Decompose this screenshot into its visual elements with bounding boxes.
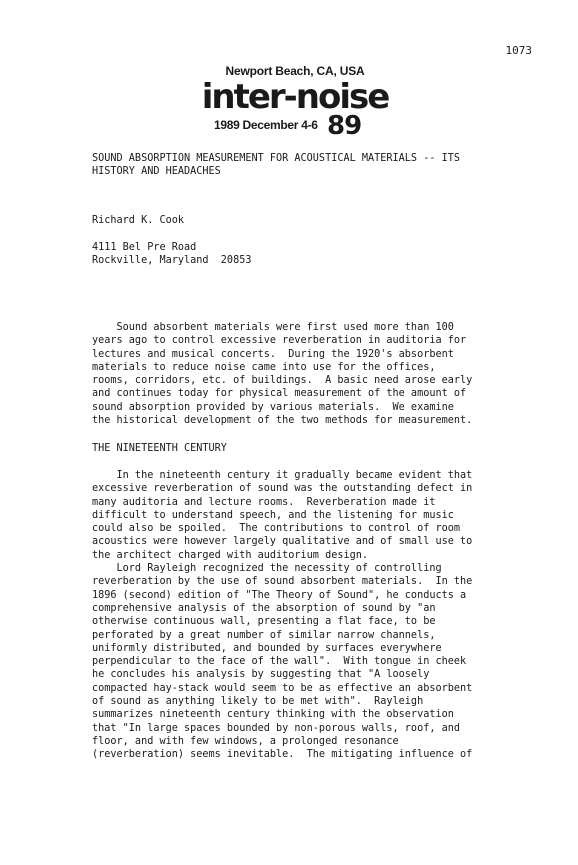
address-line: Rockville, Maryland 20853 [92,255,252,267]
body-line: 1896 (second) edition of "The Theory of Sound", he conducts a [92,589,467,601]
page-number: 1073 [505,44,532,57]
abstract-line: rooms, corridors, etc. of buildings. A basic need arose early [92,375,473,387]
body-line: otherwise continuous wall, presenting a flat face, to be [92,616,436,628]
body-line: Lord Rayleigh recognized the necessity of controlling [92,563,442,575]
address-line: 4111 Bel Pre Road [92,242,197,253]
body-line: In the nineteenth century it gradually became evident that [92,470,473,481]
conference-date-row [170,111,410,141]
body-line: of sound as anything likely to be met with". Rayleigh [92,696,424,708]
conference-header [170,63,410,141]
title-line: SOUND ABSORPTION MEASUREMENT FOR ACOUSTICAL MATERIALS -- ITS [92,153,461,164]
abstract-line: Sound absorbent materials were first used more than 100 [92,322,454,333]
abstract-line: materials to reduce noise came into use for the offices, [92,361,436,373]
abstract [92,321,472,427]
abstract-line: the historical development of the two methods for measurement. [92,415,473,427]
abstract-line: and continues today for physical measurement of the amount of [92,388,467,400]
abstract-line: years ago to control excessive reverberation in auditoria for [92,335,467,347]
body-line: he concludes his analysis by suggesting that "A loosely [92,669,430,681]
paper-title [92,152,460,179]
body-line: comprehensive analysis of the absorption of sound by "an [92,602,436,614]
body-line: perforated by a great number of similar narrow channels, [92,629,436,641]
body-line: summarizes nineteenth century thinking with the observation [92,709,454,721]
author-address [92,241,251,268]
body-line: perpendicular to the face of the wall". With tongue in cheek [92,656,467,668]
body-line: difficult to understand speech, and the listening for music [92,509,454,521]
author-name: Richard K. Cook [92,215,185,226]
body-line: reverberation by the use of sound absorbent materials. In the [92,576,473,588]
conference-location: Newport Beach, CA, USA [225,64,365,78]
body-line: acoustics were however largely qualitative and of small use to [92,536,473,548]
body-line: (reverberation) seems inevitable. The mitigating influence of [92,749,473,761]
conference-logo: inter-noise [201,77,389,117]
body-line: compacted hay-stack would seem to be as effective an absorbent [92,682,473,694]
abstract-line: lectures and musical concerts. During the 1920's absorbent [92,348,454,360]
section-heading: THE NINETEENTH CENTURY [92,443,227,454]
body-line: many auditoria and lecture rooms. Reverberation made it [92,496,436,508]
body-line: the architect charged with auditorium design. [92,549,369,561]
body-line: could also be spoiled. The contributions to control of room [92,523,461,535]
body-line: that "In large spaces bounded by non-porous walls, roof, and [92,722,461,734]
abstract-line: sound absorption provided by various materials. We examine [92,401,454,413]
body-line: excessive reverberation of sound was the outstanding defect in [92,483,473,495]
conference-dates: 1989 December 4-6 [214,118,318,132]
conference-year: 89 [327,111,362,141]
title-line: HISTORY AND HEADACHES [92,166,221,178]
body-line: floor, and with few windows, a prolonged resonance [92,735,399,747]
body-line: uniformly distributed, and bounded by surfaces everywhere [92,642,442,654]
body-text [92,469,472,762]
